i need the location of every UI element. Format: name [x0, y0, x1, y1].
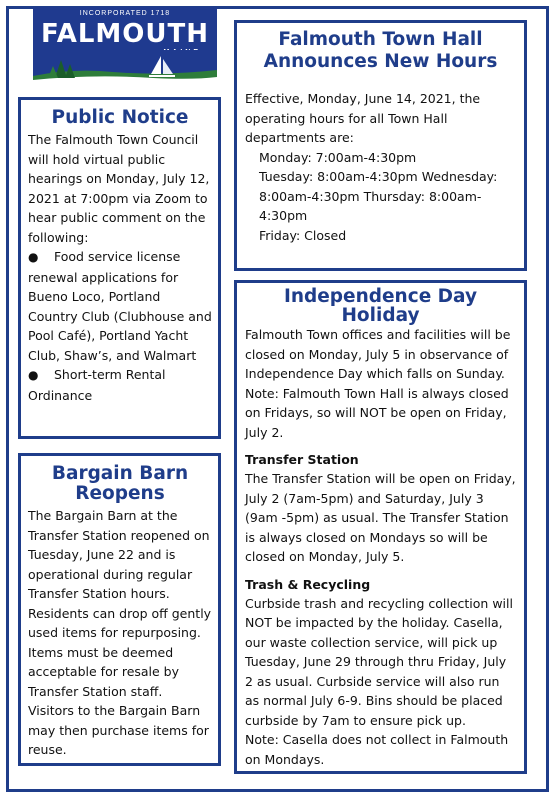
bargain-barn-title — [28, 464, 212, 504]
bargain-barn-body: The Bargain Barn at the Transfer Station reopened on Tuesday, June 22 and is operational during regular Transfer Station hours. Residents can drop off gently used items for repurposing. Items must be deemed acceptable for resale by Transfer Station staff. Visitors to the Bargain Barn may then purchase items for reuse. — [28, 508, 212, 757]
town-hall-title-line2: Announces New Hours — [263, 51, 498, 72]
public-notice-bullet — [28, 247, 212, 365]
bargain-barn-box — [18, 453, 221, 766]
independence-title-line2: Holiday — [341, 305, 420, 326]
independence-day-title — [245, 287, 516, 325]
public-notice-title: Public Notice — [51, 107, 189, 128]
hours-item: Tuesday: 8:00am-4:30pm Wednesday: 8:00am-4:30pm Thursday: 8:00am-4:30pm — [259, 169, 498, 223]
bullet-icon: ● — [28, 250, 39, 264]
bargain-barn-title-line1: Bargain Barn — [51, 463, 189, 484]
independence-title-line1: Independence Day — [283, 286, 478, 307]
falmouth-logo — [33, 7, 217, 84]
trash-recycling-body: Curbside trash and recycling collection will NOT be impacted by the holiday. Casella, our waste collection service, will pick up Tuesday, June 29 through thru Friday, July 2 as usual. Curbside service will also run as normal July 6-9. Bins should be placed curbside by 7am to ensure pick up. — [245, 595, 513, 728]
town-hall-intro: Effective, Monday, June 14, 2021, the operating hours for all Town Hall departments are: — [245, 91, 481, 145]
transfer-station-heading: Transfer Station — [245, 452, 359, 467]
transfer-station-body: The Transfer Station will be open on Friday, July 2 (7am-5pm) and Saturday, July 3 (9am -5pm) as usual. The Transfer Station is always closed on Mondays so will be closed on Monday, July 5. — [245, 471, 516, 564]
hours-list — [245, 148, 516, 246]
independence-intro: Falmouth Town offices and facilities will be closed on Monday, July 5 in observance of Independence Day which falls on Sunday. Note: Falmouth Town Hall is always closed on Fridays, so will NOT be open on Friday, July 2. — [245, 327, 511, 440]
bullet-text: Short-term Rental Ordinance — [28, 367, 166, 403]
bullet-text: Food service license renewal applications for Bueno Loco, Portland Country Club (Clubhouse and Pool Café), Portland Yacht Club, Shaw’s, and Walmart — [28, 249, 212, 363]
trash-recycling-note: Note: Casella does not collect in Falmouth on Mondays. — [245, 732, 509, 767]
public-notice-bullet — [28, 365, 212, 405]
public-notice-intro: The Falmouth Town Council will hold virtual public hearings on Monday, July 12, 2021 at 7:00pm via Zoom to hear public comment on the following: — [28, 132, 210, 245]
town-hall-title-line1: Falmouth Town Hall — [278, 29, 483, 50]
public-notice-box — [18, 97, 221, 439]
logo-town-name: FALMOUTH — [40, 19, 210, 49]
town-hall-box — [234, 20, 527, 271]
logo-incorporated: INCORPORATED 1718 — [79, 10, 171, 17]
bullet-icon: ● — [28, 368, 39, 382]
bargain-barn-title-line2: Reopens — [75, 483, 165, 504]
hours-item: Monday: 7:00am-4:30pm — [259, 149, 417, 165]
logo-landscape-icon — [33, 50, 217, 84]
hours-item: Friday: Closed — [259, 227, 347, 243]
town-hall-title — [245, 29, 516, 73]
independence-day-box — [234, 280, 527, 774]
trash-recycling-heading: Trash & Recycling — [245, 576, 371, 592]
